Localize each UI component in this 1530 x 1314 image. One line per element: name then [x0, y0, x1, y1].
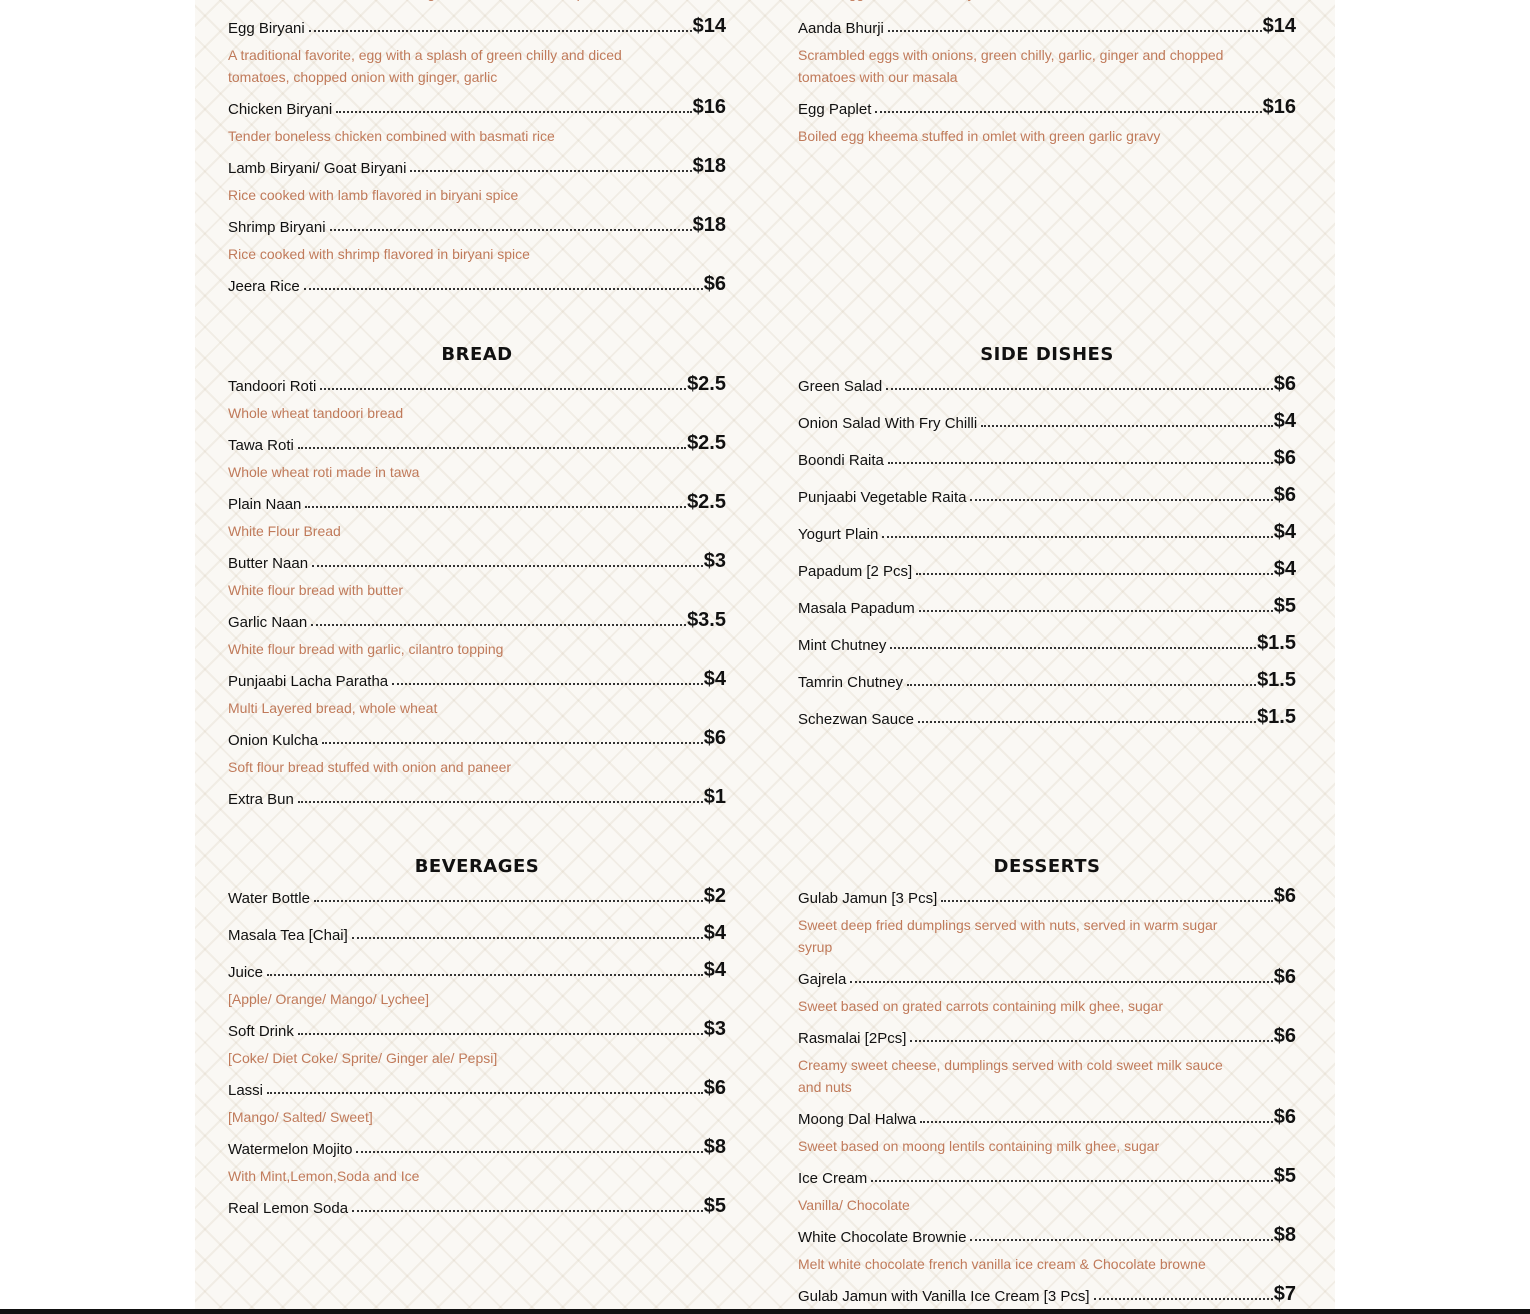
dot-leader	[890, 647, 1256, 649]
dot-leader	[907, 684, 1256, 686]
dot-leader	[298, 447, 686, 449]
item-price: $5	[703, 1195, 726, 1217]
dot-leader	[322, 742, 703, 744]
menu-item	[798, 373, 1296, 395]
menu-item	[228, 786, 726, 808]
biryani-column	[228, 0, 726, 300]
item-name: Onion Kulcha	[228, 732, 319, 749]
item-name: Water Bottle	[228, 890, 310, 907]
dot-leader	[875, 111, 1261, 113]
menu-item	[798, 1165, 1296, 1216]
dot-leader	[882, 536, 1272, 538]
item-price: $8	[1273, 1224, 1296, 1246]
item-price: $18	[692, 214, 726, 236]
menu-item	[228, 214, 726, 265]
menu-item	[228, 155, 726, 206]
item-description	[798, 0, 1198, 4]
item-description: [Mango/ Salted/ Sweet]	[228, 1109, 373, 1125]
dot-leader	[920, 1121, 1272, 1123]
section-title: BREAD	[441, 344, 513, 365]
item-price: $1.5	[1257, 669, 1296, 691]
item-name: Punjaabi Vegetable Raita	[798, 489, 967, 506]
item-price: $6	[1273, 373, 1296, 395]
item-description: Rice cooked with lamb flavored in biryani spice	[228, 187, 519, 203]
menu-item	[798, 410, 1296, 432]
item-description: [Apple/ Orange/ Mango/ Lychee]	[228, 991, 430, 1007]
dot-leader	[850, 981, 1272, 983]
item-name: Plain Naan	[228, 496, 302, 513]
item-price: $2.5	[687, 373, 726, 395]
section-title: DESSERTS	[993, 856, 1101, 877]
dot-leader	[320, 388, 686, 390]
item-name: Mint Chutney	[798, 637, 887, 654]
menu-item	[798, 706, 1296, 728]
item-price: $1	[703, 786, 726, 808]
menu-item	[228, 15, 726, 88]
item-price: $16	[692, 96, 726, 118]
item-description: White Flour Bread	[228, 523, 341, 539]
menu-item	[798, 484, 1296, 506]
item-price: $4	[1273, 558, 1296, 580]
item-price: $6	[703, 273, 726, 295]
item-price: $6	[703, 1077, 726, 1099]
item-name: Gajrela	[798, 971, 847, 988]
menu-item	[228, 550, 726, 601]
dot-leader	[919, 610, 1273, 612]
item-name: Chicken Biryani	[228, 101, 333, 118]
menu-item	[798, 1224, 1296, 1275]
item-price: $4	[703, 922, 726, 944]
item-name: Yogurt Plain	[798, 526, 879, 543]
dot-leader	[314, 900, 703, 902]
menu-item	[228, 432, 726, 483]
dot-leader	[304, 288, 703, 290]
menu-item	[228, 96, 726, 147]
item-description: Sweet based on moong lentils containing milk ghee, sugar	[798, 1138, 1160, 1154]
menu-item	[228, 273, 726, 295]
menu-item	[228, 668, 726, 719]
menu-item	[798, 595, 1296, 617]
menu-item	[798, 558, 1296, 580]
menu-item	[798, 1106, 1296, 1157]
item-name: Shrimp Biryani	[228, 219, 326, 236]
dot-leader	[970, 1239, 1272, 1241]
item-name: Schezwan Sauce	[798, 711, 914, 728]
item-price: $6	[1273, 484, 1296, 506]
item-name: Papadum [2 Pcs]	[798, 563, 913, 580]
menu-item	[228, 373, 726, 424]
dot-leader	[311, 624, 686, 626]
item-description: Whole wheat roti made in tawa	[228, 464, 420, 480]
menu-item	[798, 15, 1296, 88]
menu-item	[228, 727, 726, 778]
item-description: White flour bread with butter	[228, 582, 404, 598]
dot-leader	[352, 937, 703, 939]
item-name: Tamrin Chutney	[798, 674, 904, 691]
menu-item	[228, 609, 726, 660]
item-price: $2.5	[687, 432, 726, 454]
item-price: $3.5	[687, 609, 726, 631]
dot-leader	[970, 499, 1272, 501]
item-description: Melt white chocolate french vanilla ice cream & Chocolate browne	[798, 1256, 1206, 1272]
item-price: $5	[1273, 595, 1296, 617]
dot-leader	[981, 425, 1273, 427]
item-price: $6	[1273, 1025, 1296, 1047]
item-price: $18	[692, 155, 726, 177]
item-price: $7	[1273, 1283, 1296, 1305]
dot-leader	[910, 1040, 1272, 1042]
dot-leader	[312, 565, 703, 567]
item-name: Tandoori Roti	[228, 378, 317, 395]
item-price: $4	[703, 959, 726, 981]
item-name: Green Salad	[798, 378, 883, 395]
item-price: $1.5	[1257, 706, 1296, 728]
item-price: $14	[1262, 15, 1296, 37]
item-name: Moong Dal Halwa	[798, 1111, 917, 1128]
item-name: Boondi Raita	[798, 452, 884, 469]
item-name: Gulab Jamun [3 Pcs]	[798, 890, 938, 907]
item-name: Lamb Biryani/ Goat Biryani	[228, 160, 407, 177]
item-price: $1.5	[1257, 632, 1296, 654]
bread-section	[228, 344, 726, 814]
dot-leader	[871, 1180, 1273, 1182]
menu-item	[798, 1283, 1296, 1305]
item-price: $6	[1273, 885, 1296, 907]
item-name: Juice	[228, 964, 264, 981]
bottom-bar	[0, 1309, 1530, 1314]
dot-leader	[352, 1210, 703, 1212]
item-price: $6	[1273, 1106, 1296, 1128]
item-price: $8	[703, 1136, 726, 1158]
item-name: Extra Bun	[228, 791, 294, 808]
item-price: $2.5	[687, 491, 726, 513]
item-name: Butter Naan	[228, 555, 309, 572]
item-description: Vanilla/ Chocolate	[798, 1197, 910, 1213]
item-description: Soft flour bread stuffed with onion and paneer	[228, 759, 512, 775]
menu-item	[798, 96, 1296, 147]
item-name: Tawa Roti	[228, 437, 294, 454]
dot-leader	[1094, 1298, 1273, 1300]
beverages-section	[228, 856, 726, 1236]
dot-leader	[267, 1092, 703, 1094]
dot-leader	[410, 170, 691, 172]
item-name: Masala Papadum	[798, 600, 915, 617]
item-name: Ice Cream	[798, 1170, 868, 1187]
item-name: Watermelon Mojito	[228, 1141, 353, 1158]
item-price: $6	[703, 727, 726, 749]
dot-leader	[888, 30, 1262, 32]
item-price: $4	[1273, 521, 1296, 543]
item-name: Lassi	[228, 1082, 264, 1099]
item-name: Punjaabi Lacha Paratha	[228, 673, 389, 690]
section-title: SIDE DISHES	[980, 344, 1114, 365]
item-description: Scrambled eggs with onions, green chilly, garlic, ginger and chopped tomatoes with our masala	[798, 47, 1224, 85]
item-name: Jeera Rice	[228, 278, 300, 295]
item-price: $3	[703, 1018, 726, 1040]
menu-item	[798, 966, 1296, 1017]
item-description: Sweet based on grated carrots containing milk ghee, sugar	[798, 998, 1163, 1014]
item-description: Rice cooked with shrimp flavored in biryani spice	[228, 246, 530, 262]
item-price: $4	[703, 668, 726, 690]
item-description: With Mint,Lemon,Soda and Ice	[228, 1168, 420, 1184]
menu-item	[798, 1025, 1296, 1098]
item-name: Aanda Bhurji	[798, 20, 884, 37]
item-name: Gulab Jamun with Vanilla Ice Cream [3 Pcs]	[798, 1288, 1090, 1305]
dot-leader	[298, 1033, 703, 1035]
dot-leader	[916, 573, 1273, 575]
menu-item	[798, 632, 1296, 654]
menu-item	[228, 1136, 726, 1187]
item-name: Egg Biryani	[228, 20, 305, 37]
section-title: BEVERAGES	[414, 856, 540, 877]
item-price: $5	[1273, 1165, 1296, 1187]
item-description: [Coke/ Diet Coke/ Sprite/ Ginger ale/ Pepsi]	[228, 1050, 498, 1066]
dot-leader	[888, 462, 1273, 464]
menu-item	[228, 959, 726, 1010]
dot-leader	[392, 683, 703, 685]
dot-leader	[330, 229, 692, 231]
item-price: $4	[1273, 410, 1296, 432]
menu-item	[228, 1195, 726, 1217]
menu-item	[228, 491, 726, 542]
item-description: White flour bread with garlic, cilantro topping	[228, 641, 504, 657]
eggs-column	[798, 0, 1296, 300]
item-name: Soft Drink	[228, 1023, 294, 1040]
dot-leader	[305, 506, 686, 508]
side-dishes-section	[798, 344, 1296, 744]
menu-item	[798, 885, 1296, 958]
dot-leader	[309, 30, 692, 32]
dot-leader	[336, 111, 691, 113]
menu-item	[798, 447, 1296, 469]
item-description: Boiled egg kheema stuffed in omlet with green garlic gravy	[798, 128, 1161, 144]
dot-leader	[918, 721, 1256, 723]
item-name: Egg Paplet	[798, 101, 872, 118]
menu-item	[228, 922, 726, 944]
item-name: Onion Salad With Fry Chilli	[798, 415, 978, 432]
menu-item	[798, 669, 1296, 691]
item-price: $3	[703, 550, 726, 572]
item-description: Multi Layered bread, whole wheat	[228, 700, 438, 716]
item-description: Whole wheat tandoori bread	[228, 405, 404, 421]
item-description: Sweet deep fried dumplings served with nuts, served in warm sugar syrup	[798, 917, 1218, 955]
item-name: White Chocolate Brownie	[798, 1229, 967, 1246]
dot-leader	[298, 801, 703, 803]
menu-panel	[195, 0, 1335, 1314]
menu-item	[228, 1018, 726, 1069]
item-price: $2	[703, 885, 726, 907]
item-price: $6	[1273, 447, 1296, 469]
item-name: Rasmalai [2Pcs]	[798, 1030, 907, 1047]
item-description	[228, 0, 628, 4]
item-price: $14	[692, 15, 726, 37]
menu-item	[798, 521, 1296, 543]
item-name: Real Lemon Soda	[228, 1200, 349, 1217]
menu-item	[228, 1077, 726, 1128]
item-description: A traditional favorite, egg with a splash of green chilly and diced tomatoes, chopped onion with ginger, garlic	[228, 47, 622, 85]
item-name: Masala Tea [Chai]	[228, 927, 348, 944]
dot-leader	[886, 388, 1273, 390]
dot-leader	[356, 1151, 702, 1153]
item-name: Garlic Naan	[228, 614, 308, 631]
desserts-section	[798, 856, 1296, 1311]
item-description: Creamy sweet cheese, dumplings served with cold sweet milk sauce and nuts	[798, 1057, 1223, 1095]
menu-item	[228, 885, 726, 907]
dot-leader	[941, 900, 1273, 902]
item-price: $16	[1262, 96, 1296, 118]
item-description: Tender boneless chicken combined with basmati rice	[228, 128, 555, 144]
dot-leader	[267, 974, 703, 976]
item-price: $6	[1273, 966, 1296, 988]
